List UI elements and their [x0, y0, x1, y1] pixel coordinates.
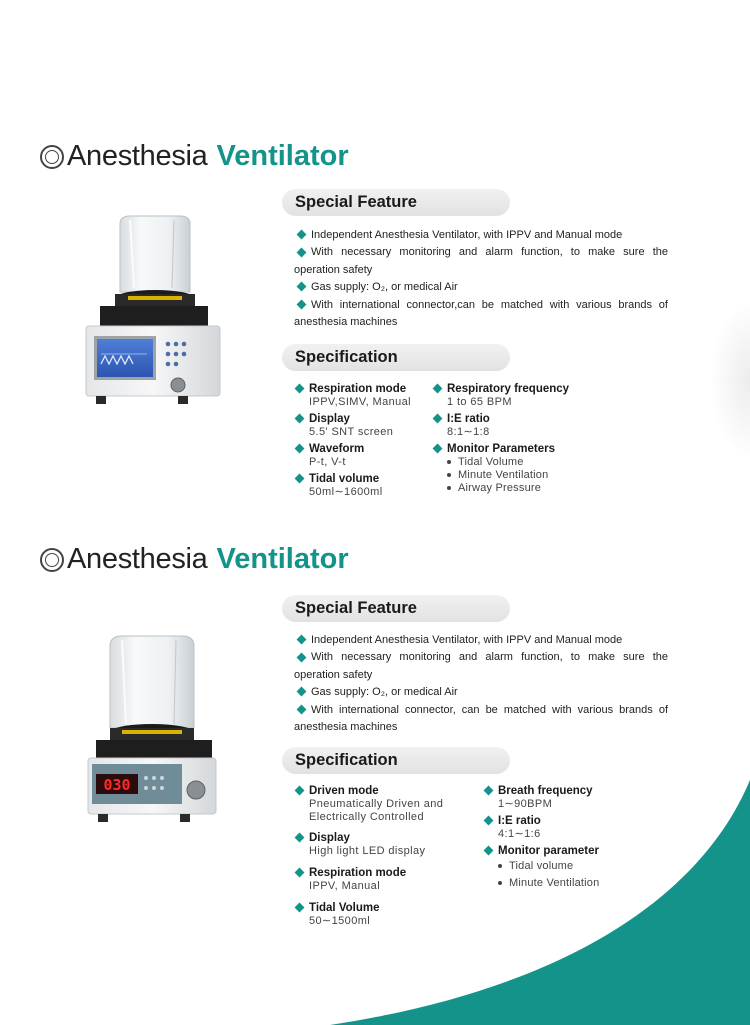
special-feature-pill [282, 595, 510, 622]
feature-text: With international connector, can be matched with various brands of anesthesia machines [294, 703, 668, 734]
monitor-item [485, 858, 599, 875]
monitor-item-label: Minute Ventilation [458, 469, 549, 481]
teal-diamond-icon [297, 652, 307, 662]
feature-text: With necessary monitoring and alarm function, to make sure the operation safety [294, 246, 668, 276]
spec-value: P-t, V-t [309, 456, 346, 468]
title-word-ventilator: Ventilator [216, 140, 349, 172]
monitor-item [434, 482, 555, 495]
product-title [40, 543, 349, 576]
spec-value: 1∼90BPM [498, 798, 553, 810]
teal-diamond-icon [295, 833, 305, 843]
double-circle-icon [40, 145, 64, 169]
teal-diamond-icon [295, 414, 305, 424]
feature-item [294, 649, 668, 684]
spec-value: Pneumatically Driven and [309, 798, 444, 810]
spec-title: Monitor Parameters [447, 443, 556, 455]
spec-value: 1 to 65 BPM [447, 396, 512, 408]
teal-diamond-icon [297, 299, 307, 309]
teal-diamond-icon [295, 384, 305, 394]
bullet-dot-icon [447, 486, 451, 490]
specification-pill [282, 344, 510, 371]
teal-diamond-icon [297, 635, 307, 645]
spec-item [296, 383, 411, 409]
spec-value: 4:1∼1:6 [498, 828, 541, 840]
teal-diamond-icon [484, 846, 494, 856]
monitor-item-label: Airway Pressure [458, 482, 542, 494]
teal-diamond-icon [297, 230, 307, 240]
feature-text: Independent Anesthesia Ventilator, with IPPV and Manual mode [311, 229, 623, 241]
special-feature-heading: Special Feature [295, 193, 417, 211]
spec-item [296, 413, 393, 439]
bullet-dot-icon [447, 473, 451, 477]
spec-title: Driven mode [309, 785, 379, 797]
spec-item-monitor [485, 845, 599, 892]
bullet-dot-icon [447, 460, 451, 464]
special-feature-pill [282, 189, 510, 216]
specification-pill [282, 747, 510, 774]
spec-item [434, 413, 490, 439]
feature-list [294, 227, 668, 331]
feature-text: Gas supply: O₂, or medical Air [311, 281, 458, 294]
feature-item [294, 684, 668, 701]
feature-text: Independent Anesthesia Ventilator, with IPPV and Manual mode [311, 634, 623, 646]
feature-text: Gas supply: O₂, or medical Air [311, 686, 458, 699]
spec-item [296, 785, 443, 824]
monitor-item [434, 469, 555, 482]
specification-heading: Specification [295, 348, 398, 366]
feature-item [294, 632, 668, 649]
ventilator-led-image [86, 632, 220, 828]
spec-item [296, 902, 380, 928]
spec-title: Respiration mode [309, 867, 407, 879]
spec-value: 5.5' SNT screen [309, 426, 394, 438]
spec-title: Respiratory frequency [447, 383, 570, 395]
title-word-anesthesia: Anesthesia [67, 543, 208, 575]
spec-value: 8:1∼1:8 [447, 426, 490, 438]
teal-diamond-icon [297, 282, 307, 292]
double-circle-icon [40, 548, 64, 572]
spec-item-monitor [434, 443, 555, 495]
ventilator-lcd-image [82, 214, 224, 410]
feature-item [294, 244, 668, 279]
feature-text: With international connector,can be matched with various brands of anesthesia machines [294, 298, 668, 329]
feature-text: With necessary monitoring and alarm function, to make sure the operation safety [294, 651, 668, 681]
bullet-dot-icon [498, 864, 502, 868]
monitor-item-label: Tidal volume [509, 860, 574, 872]
spec-title: Respiration mode [309, 383, 407, 395]
teal-diamond-icon [295, 868, 305, 878]
monitor-item-label: Tidal Volume [458, 456, 524, 468]
bullet-dot-icon [498, 881, 502, 885]
monitor-item-label: Minute Ventilation [509, 877, 600, 889]
spec-title: Display [309, 413, 350, 425]
spec-value: 50ml∼1600ml [309, 486, 383, 498]
teal-diamond-icon [295, 786, 305, 796]
spec-value: IPPV,SIMV, Manual [309, 396, 411, 408]
spec-title: Tidal Volume [309, 902, 380, 914]
feature-item [294, 702, 668, 737]
teal-diamond-icon [433, 384, 443, 394]
title-word-ventilator: Ventilator [216, 543, 349, 575]
spec-item [485, 785, 593, 811]
teal-diamond-icon [297, 247, 307, 257]
teal-diamond-icon [297, 704, 307, 714]
spec-value: Electrically Controlled [309, 811, 424, 823]
spec-value: IPPV, Manual [309, 880, 381, 892]
spec-value: High light LED display [309, 845, 426, 857]
teal-diamond-icon [295, 903, 305, 913]
spec-item [296, 473, 383, 499]
teal-diamond-icon [484, 786, 494, 796]
spec-title: Breath frequency [498, 785, 593, 797]
spec-item [296, 443, 364, 469]
special-feature-heading: Special Feature [295, 599, 417, 617]
feature-item [294, 279, 668, 296]
spec-title: I:E ratio [498, 815, 541, 827]
spec-title: Tidal volume [309, 473, 380, 485]
spec-item [296, 867, 406, 893]
monitor-item [434, 456, 555, 469]
spec-title: Waveform [309, 443, 365, 455]
spec-item [485, 815, 541, 841]
spec-title: I:E ratio [447, 413, 490, 425]
spec-title: Monitor parameter [498, 845, 599, 857]
feature-item [294, 227, 668, 244]
spec-value: 50∼1500ml [309, 915, 371, 927]
teal-diamond-icon [433, 444, 443, 454]
teal-diamond-icon [295, 474, 305, 484]
title-word-anesthesia: Anesthesia [67, 140, 208, 172]
spec-item [296, 832, 425, 858]
led-readout: 030 [103, 776, 131, 794]
feature-list [294, 632, 668, 736]
monitor-item [485, 875, 599, 892]
teal-diamond-icon [484, 816, 494, 826]
specification-heading: Specification [295, 751, 398, 769]
spec-item [434, 383, 569, 409]
teal-diamond-icon [297, 687, 307, 697]
product-title [40, 140, 349, 173]
feature-item [294, 297, 668, 332]
teal-diamond-icon [433, 414, 443, 424]
teal-diamond-icon [295, 444, 305, 454]
spec-title: Display [309, 832, 350, 844]
